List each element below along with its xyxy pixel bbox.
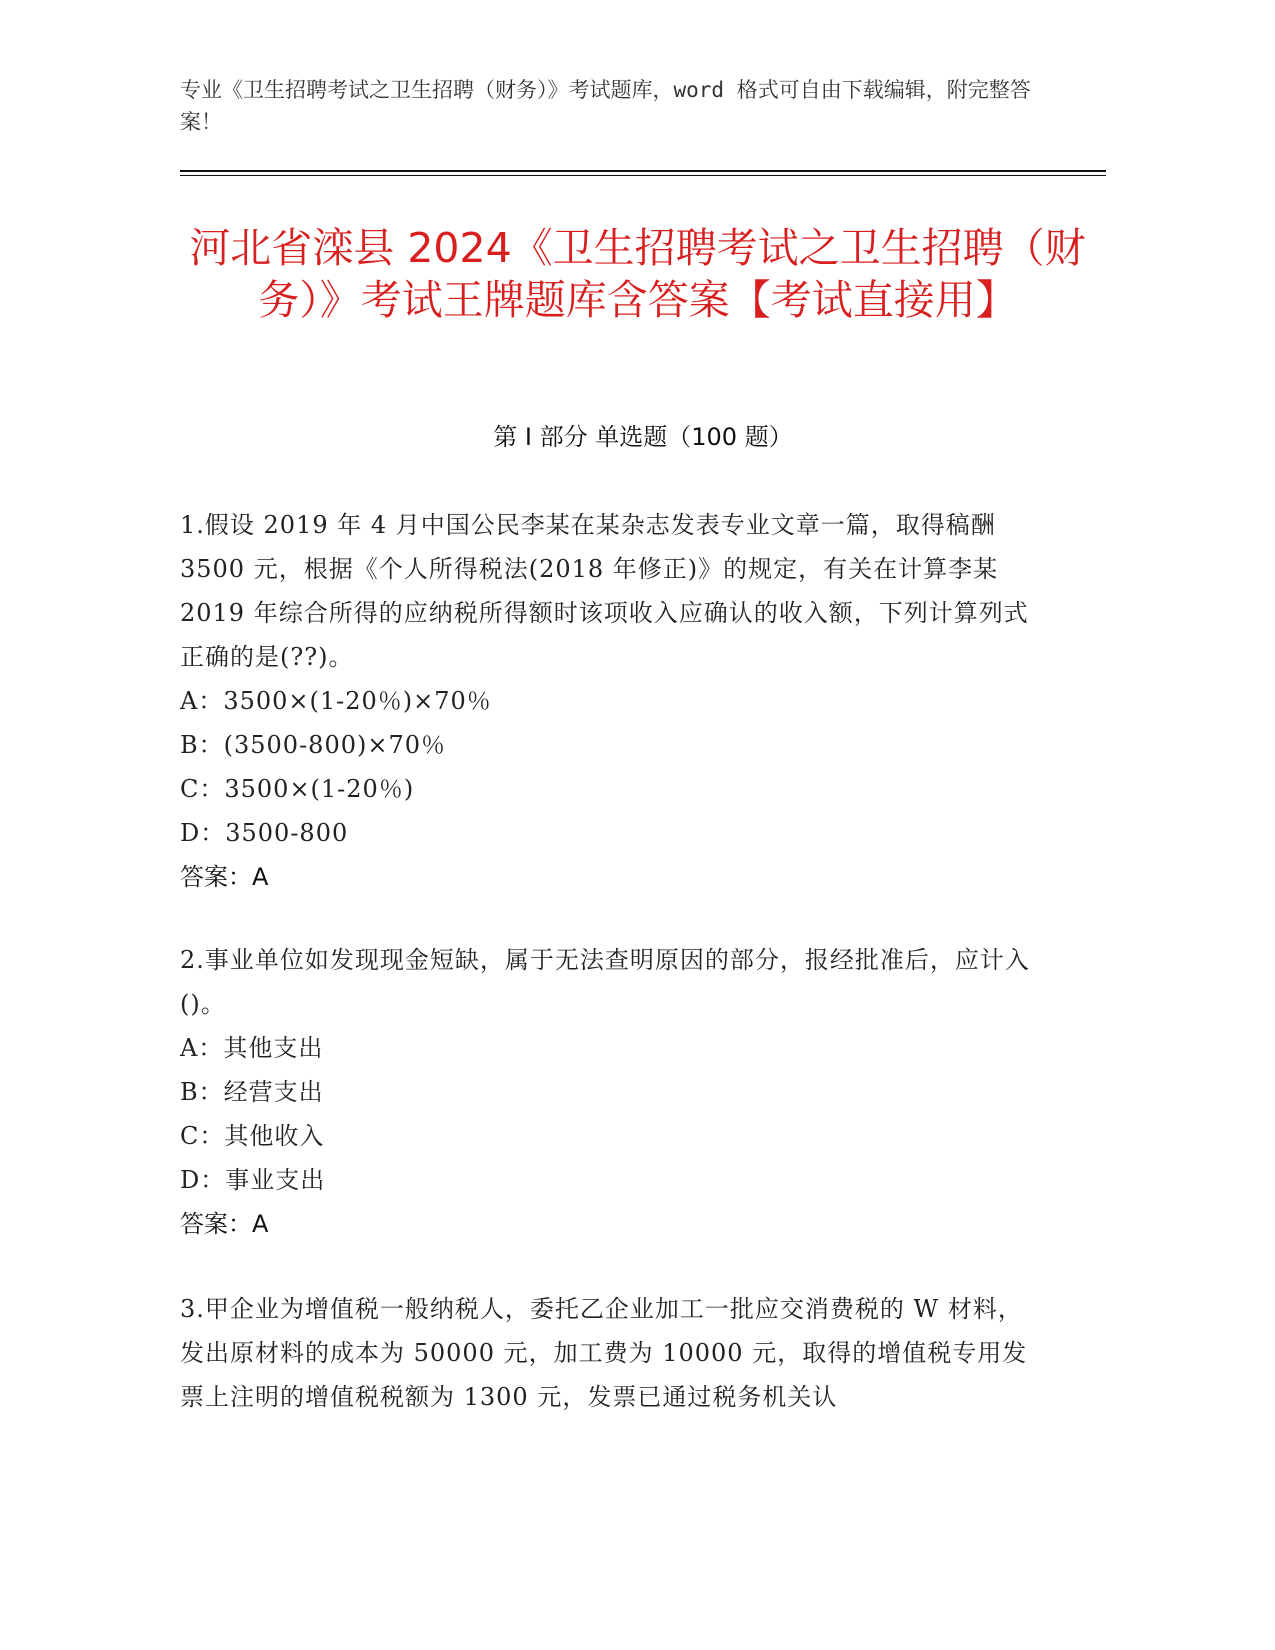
option-d: D：3500-800 xyxy=(180,819,349,847)
question-stem: 3.甲企业为增值税一般纳税人，委托乙企业加工一批应交消费税的 W 材料，发出原材料的成本为 50000 元，加工费为 10000 元，取得的增值税专用发票上注明的增值税税额为 1300 元，发票已通过税务机关认 xyxy=(180,1295,1028,1411)
question-stem: 2.事业单位如发现现金短缺，属于无法查明原因的部分，报经批准后，应计入()。 xyxy=(180,946,1030,1018)
option-b: B：(3500-800)×70％ xyxy=(180,731,447,759)
question-stem: 1.假设 2019 年 4 月中国公民李某在某杂志发表专业文章一篇，取得稿酬 3500 元，根据《个人所得税法(2018 年修正)》的规定，有关在计算李某 2019 年综合所得的应纳税所得额时该项收入应确认的收入额，下列计算列式正确的是(??)。 xyxy=(180,511,1029,671)
option-b: B：经营支出 xyxy=(180,1078,324,1106)
header-divider xyxy=(180,170,1106,172)
document-title: 河北省滦县 2024《卫生招聘考试之卫生招聘（财务）》考试王牌题库含答案【考试直接用】 xyxy=(189,224,1086,324)
option-d: D：事业支出 xyxy=(180,1166,326,1194)
question-1 xyxy=(180,503,1040,899)
answer: 答案：A xyxy=(180,863,269,891)
header-divider-thin xyxy=(180,175,1106,176)
option-a: A：其他支出 xyxy=(180,1034,324,1062)
option-c: C：3500×(1-20％) xyxy=(180,775,415,803)
question-2 xyxy=(180,938,1040,1246)
answer: 答案：A xyxy=(180,1210,269,1238)
section-heading: 第 I 部分 单选题（100 题） xyxy=(493,423,793,451)
header-note: 专业《卫生招聘考试之卫生招聘（财务）》考试题库，word 格式可自由下载编辑，附完整答案！ xyxy=(180,78,1031,134)
option-c: C：其他收入 xyxy=(180,1122,325,1150)
question-3 xyxy=(180,1287,1040,1419)
option-a: A：3500×(1-20％)×70％ xyxy=(180,687,492,715)
